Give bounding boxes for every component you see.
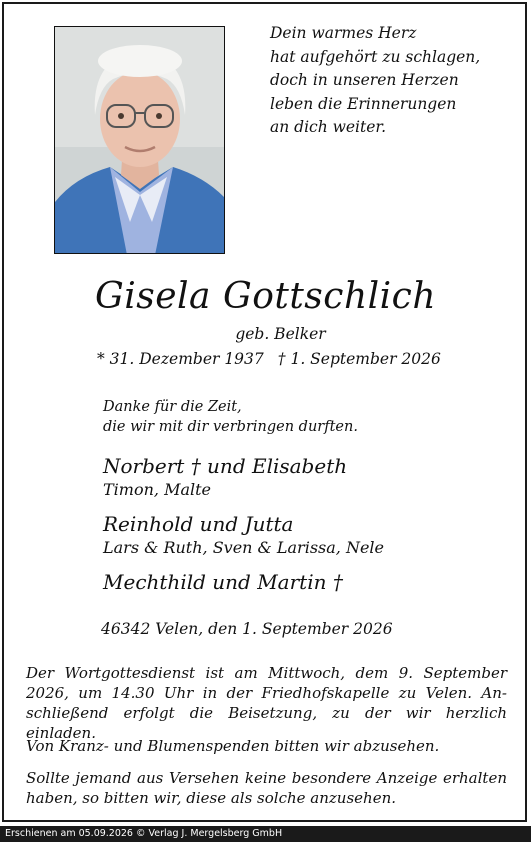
family-group [103, 511, 384, 559]
poem-line: Dein warmes Herz [270, 24, 417, 42]
notice-paragraph: Sollte jemand aus Versehen keine besondere Anzeige erhalten haben, so bitten wir, diese als solche anzusehen. [26, 769, 507, 807]
death-date: † 1. September 2026 [277, 350, 441, 368]
family-group [103, 569, 343, 595]
birth-name: geb. Belker [235, 325, 326, 343]
flowers-paragraph: Von Kranz- und Blumenspenden bitten wir abzusehen. [26, 737, 440, 755]
poem-line: an dich weiter. [270, 118, 387, 136]
family-group [103, 453, 347, 501]
family-sub: Lars & Ruth, Sven & Larissa, Nele [103, 538, 384, 557]
family-sub: Timon, Malte [103, 480, 212, 499]
family-main: Mechthild und Martin † [103, 570, 343, 594]
poem-line: leben die Erinnerungen [270, 94, 457, 113]
poem-line: hat aufgehört zu schlagen, [270, 47, 481, 66]
deceased-name: Gisela Gottschlich [94, 276, 437, 317]
poem-line: doch in unseren Herzen [270, 71, 459, 89]
thanks-text [103, 398, 358, 437]
life-dates [97, 350, 441, 368]
portrait-photo [54, 26, 225, 254]
publication-footer: Erschienen am 05.09.2026 © Verlag J. Mergelsberg GmbH [0, 826, 531, 842]
birth-date: * 31. Dezember 1937 [97, 350, 264, 368]
thanks-line: die wir mit dir verbringen durften. [103, 418, 358, 435]
poem [270, 22, 510, 140]
thanks-line: Danke für die Zeit, [103, 399, 242, 415]
place-date: 46342 Velen, den 1. September 2026 [101, 620, 393, 638]
service-paragraph: Der Wortgottesdienst ist am Mittwoch, dem 9. September 2026, um 14.30 Uhr in der Friedhofskapelle zu Velen. An-schließend erfolgt die Beisetzung, zu der wir herzlich einladen. [26, 664, 507, 742]
family-main: Norbert † und Elisabeth [103, 454, 348, 478]
family-main: Reinhold und Jutta [103, 512, 294, 536]
